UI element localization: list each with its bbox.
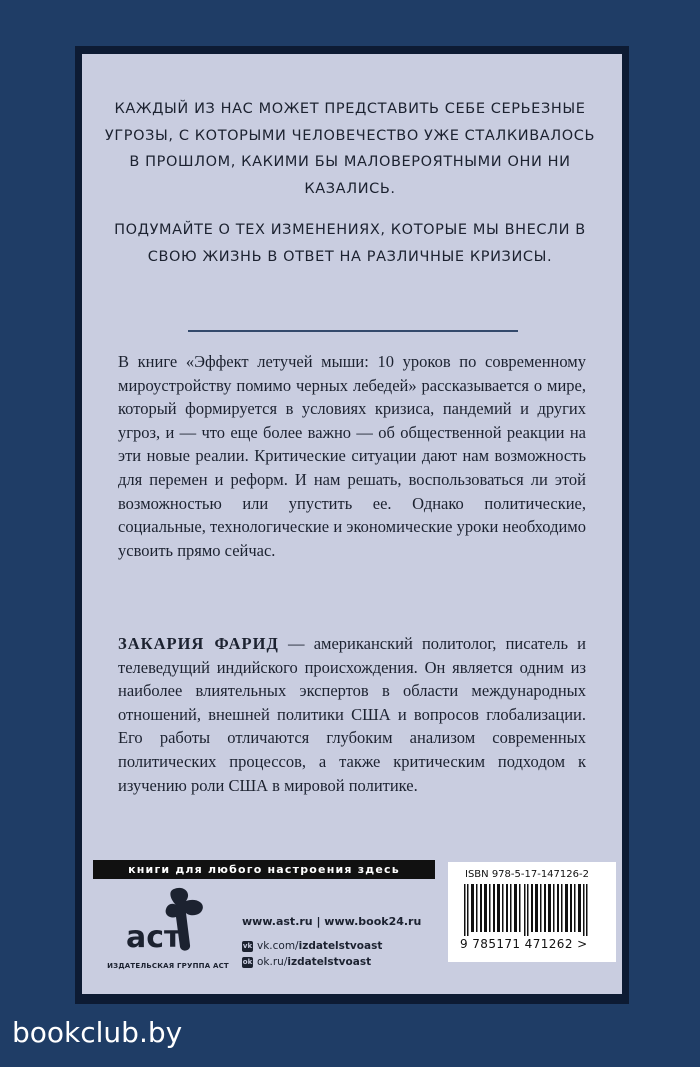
author-name: ЗАКАРИЯ ФАРИД [118,634,279,653]
barcode-block [448,862,616,962]
tagline-banner: книги для любого настроения здесь [93,860,435,879]
ast-logo-icon [112,885,222,960]
watermark: bookclub.by [12,1016,183,1049]
book-description: В книге «Эффект летучей мыши: 10 уроков по современному мироустройству помимо черных лебедей» рассказывается о мире, который формируется в условиях кризиса, пандемий и других угроз, и — что еще более важно — об общественной реакции на эти новые реалии. Критические ситуации дают нам возможность для перемен и реформ. И нам решать, воспользоваться ли этой возможностью или упустить ее. Однако политические, социальные, технологические и экономические уроки необходимо усвоить прямо сейчас. [118,352,586,560]
publisher-name: ИЗДАТЕЛЬСКАЯ ГРУППА АСТ [107,962,229,970]
website-links[interactable]: www.ast.ru | www.book24.ru [242,915,422,928]
vk-icon: vk [242,941,253,950]
ok-link[interactable] [242,956,371,968]
isbn-number: ISBN 978-5-17-147126-2 [465,869,589,880]
author-bio [118,632,586,797]
barcode-digits: 9 785171 471262 > [460,937,588,951]
ok-icon: ok [242,957,253,966]
ok-prefix: ok.ru/ [257,956,288,968]
logo-text: аст [126,920,182,955]
author-bio-text: — американский политолог, писатель и телеведущий индийского происхождения. Он является одним из наиболее влиятельных экспертов в области международных отношений, внешней политики США и вопросов глобализации. Его работы отличаются глубоким анализом современных политических процессов, а также критическим подходом к изучению роли США в мировой политике. [118,634,586,795]
vk-handle: izdatelstvoast [298,940,383,952]
barcode-icon [462,884,602,936]
divider-line [188,330,518,332]
intro-block [100,96,600,285]
ok-handle: izdatelstvoast [287,956,372,968]
vk-prefix: vk.com/ [257,940,299,952]
intro-paragraph-2: ПОДУМАЙТЕ О ТЕХ ИЗМЕНЕНИЯХ, КОТОРЫЕ МЫ ВНЕСЛИ В СВОЮ ЖИЗНЬ В ОТВЕТ НА РАЗЛИЧНЫЕ КРИЗИСЫ. [114,222,586,265]
intro-paragraph-1: КАЖДЫЙ ИЗ НАС МОЖЕТ ПРЕДСТАВИТЬ СЕБЕ СЕРЬЕЗНЫЕ УГРОЗЫ, С КОТОРЫМИ ЧЕЛОВЕЧЕСТВО УЖЕ СТАЛКИВАЛОСЬ В ПРОШЛОМ, КАКИМИ БЫ МАЛОВЕРОЯТНЫМИ ОНИ НИ КАЗАЛИСЬ. [104,101,596,197]
vk-link[interactable] [242,940,382,952]
